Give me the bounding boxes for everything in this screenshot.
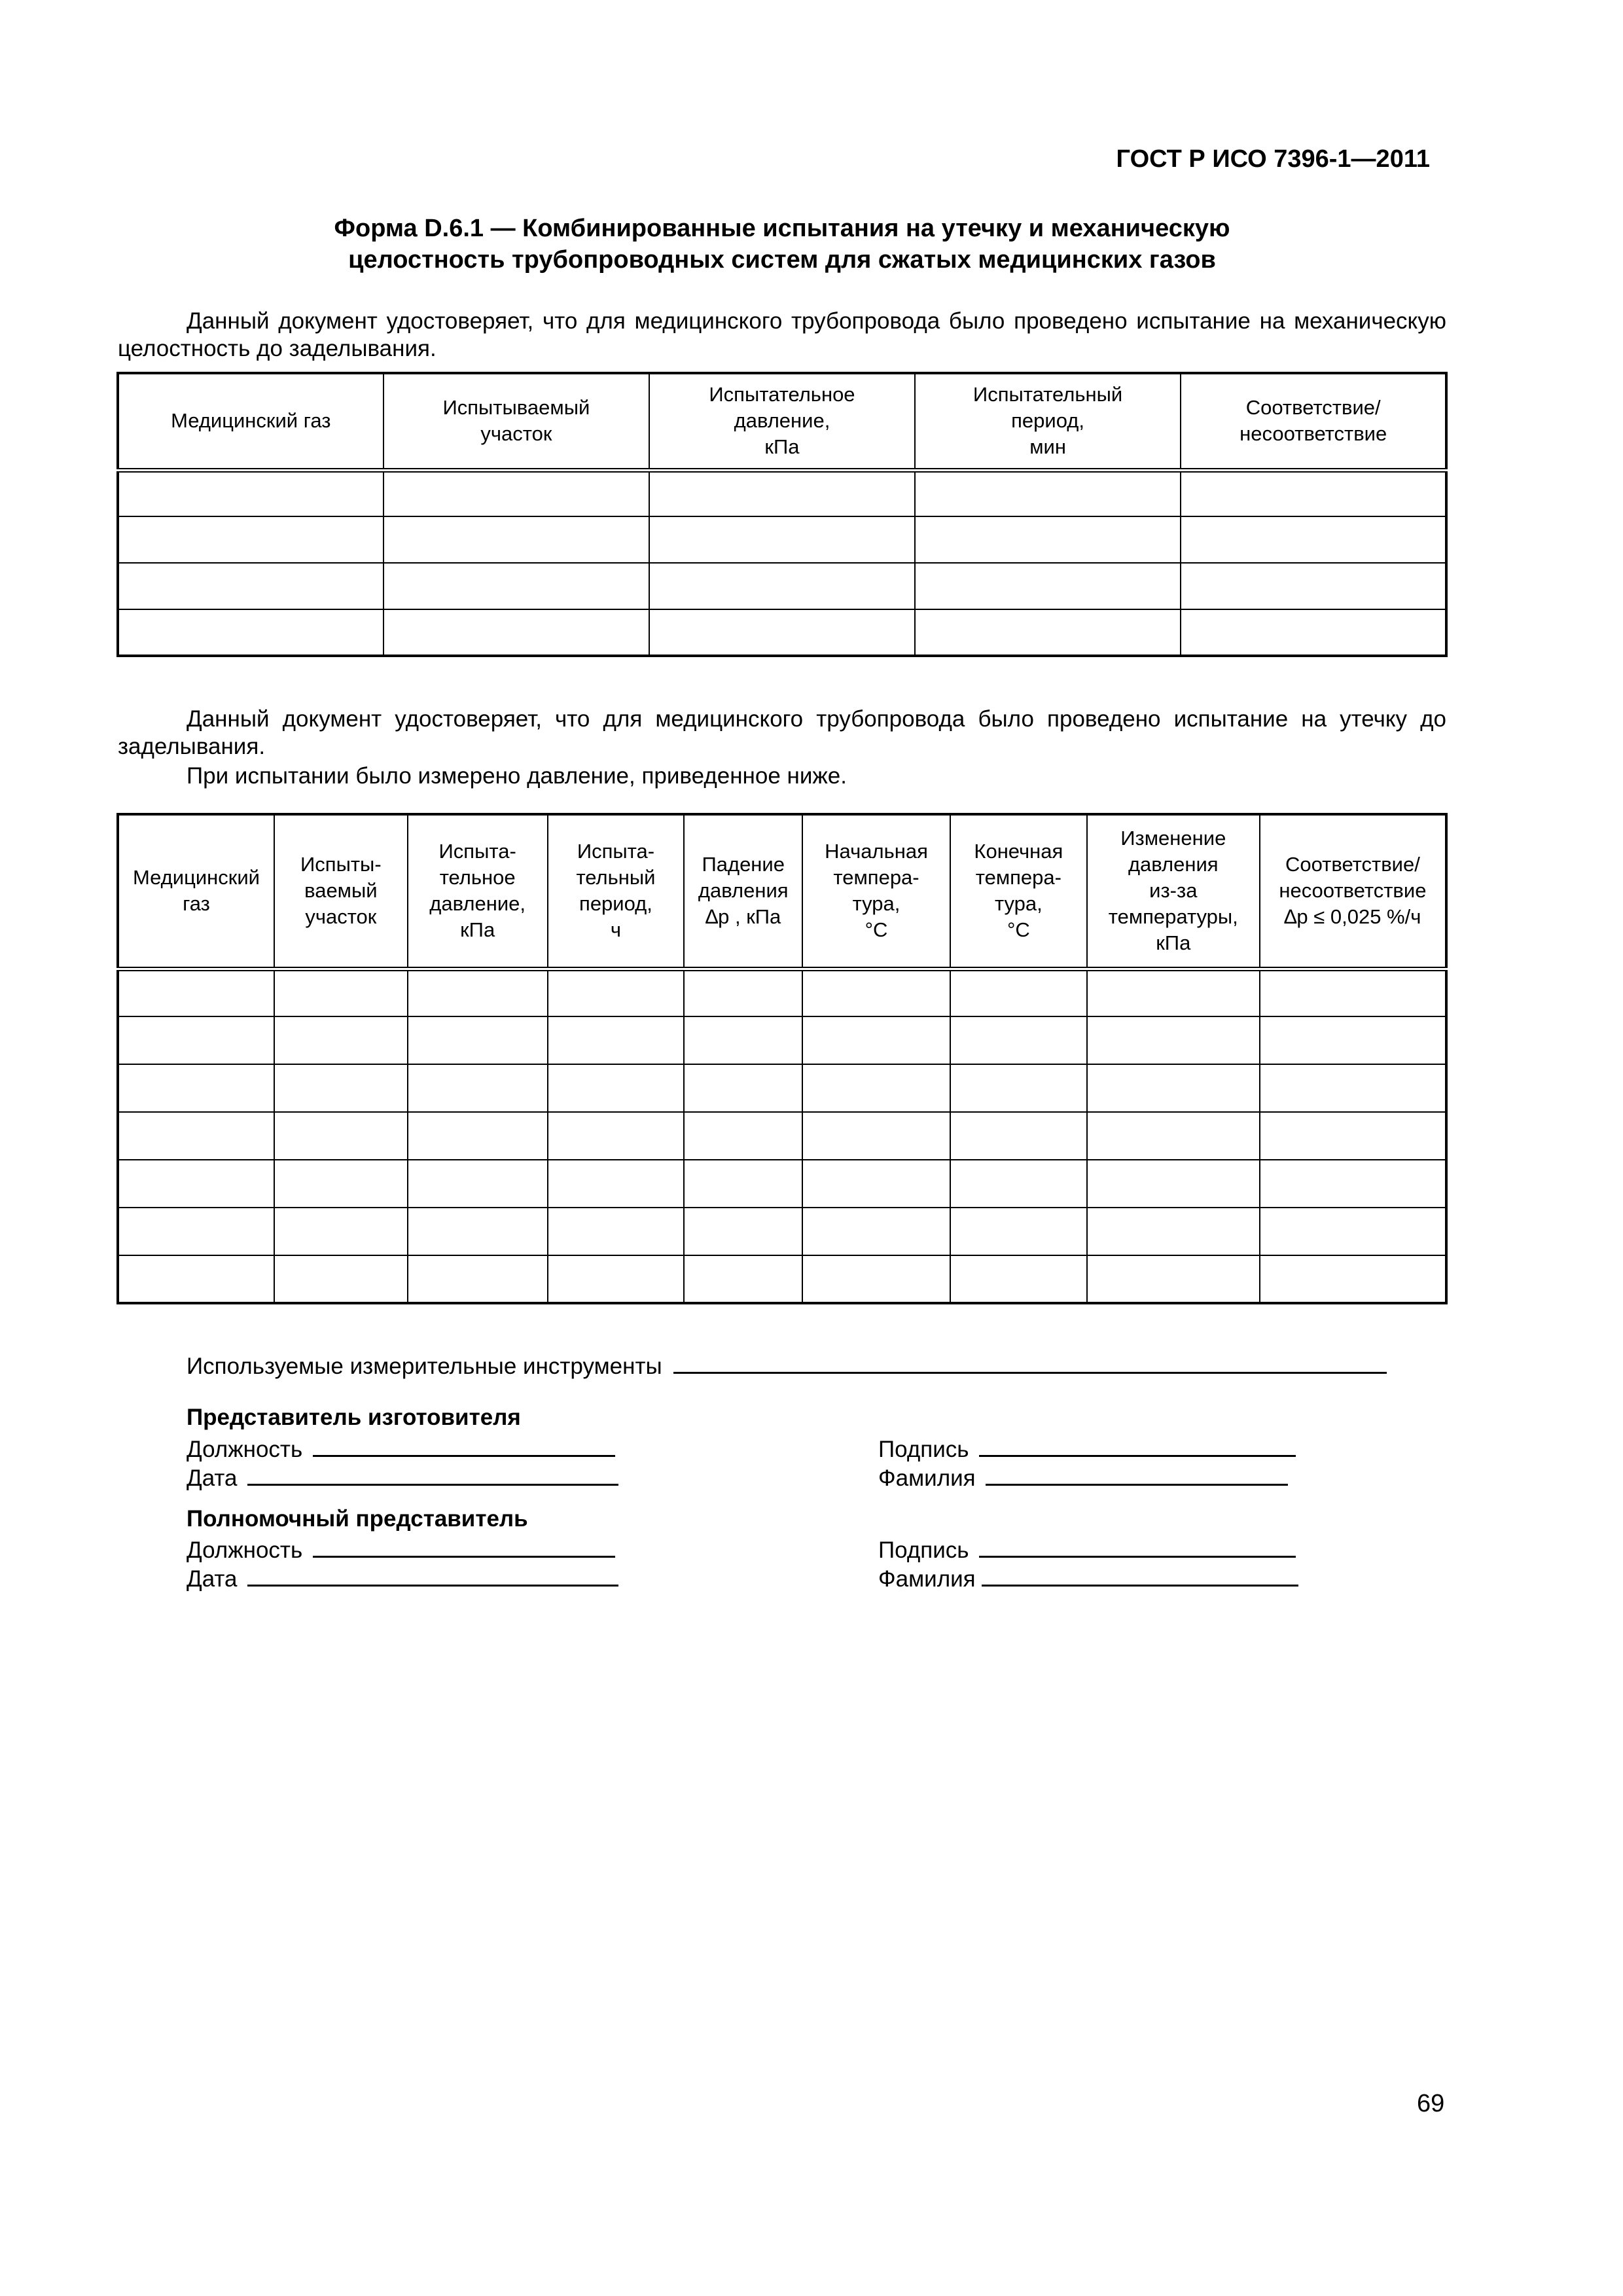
t1-h2: Испытательное давление, кПа [709,383,855,459]
table-cell[interactable] [118,1160,274,1208]
table-cell[interactable] [950,1064,1087,1112]
table-cell[interactable] [649,563,915,609]
table-cell[interactable] [1181,609,1446,656]
table-cell[interactable] [950,1208,1087,1255]
section2-intro-text: Данный документ удостоверяет, что для медицинского трубопровода было проведено испытание на утечку до заделывания. [118,706,1446,759]
table-row [118,1064,1446,1112]
table-cell[interactable] [915,470,1181,516]
table-cell[interactable] [548,1016,685,1064]
authorized-signature-label: Подпись [878,1537,969,1563]
table-cell[interactable] [802,1208,950,1255]
table-cell[interactable] [802,1064,950,1112]
table-cell[interactable] [408,1016,548,1064]
manufacturer-position-field[interactable] [313,1433,615,1457]
t2-h6: Конечная темпера- тура, °C [974,840,1063,942]
table-cell[interactable] [548,1208,685,1255]
t2-h8: Соответствие/ несоответствие ∆p ≤ 0,025 %/ч [1279,853,1427,929]
table-cell[interactable] [1087,969,1260,1016]
instruments-line [187,1350,1387,1380]
manufacturer-surname-field[interactable] [986,1462,1288,1486]
table-cell[interactable] [118,1064,274,1112]
table-row [118,470,1446,516]
table2-header-cell [548,814,685,969]
table-cell[interactable] [1181,516,1446,563]
table-cell[interactable] [950,1112,1087,1160]
form-title-line-1: Форма D.6.1 — Комбинированные испытания на утечку и механическую [334,215,1230,242]
table-row [118,1160,1446,1208]
authorized-position-line [187,1534,615,1564]
manufacturer-position-label: Должность [187,1437,303,1462]
manufacturer-surname-label: Фамилия [878,1465,976,1491]
table-cell[interactable] [684,1112,802,1160]
table-cell[interactable] [684,1255,802,1303]
table-row [118,969,1446,1016]
table-cell[interactable] [915,609,1181,656]
table-cell[interactable] [802,1160,950,1208]
mechanical-integrity-table [116,372,1448,657]
table-cell[interactable] [684,969,802,1016]
table1-header-cell [915,373,1181,470]
table-cell[interactable] [274,1064,408,1112]
manufacturer-heading: Представитель изготовителя [187,1405,521,1430]
t1-h3: Испытательный период, мин [972,383,1123,459]
table-cell[interactable] [684,1208,802,1255]
section2-intro-2 [118,762,1446,790]
table2-header-cell [408,814,548,969]
table-cell[interactable] [1260,1255,1446,1303]
authorized-position-field[interactable] [313,1534,615,1558]
table-row [118,1208,1446,1255]
table1-header-cell [383,373,650,470]
table-cell[interactable] [118,1016,274,1064]
table-cell[interactable] [950,1255,1087,1303]
table-cell[interactable] [1181,470,1446,516]
table-cell[interactable] [408,1160,548,1208]
table-cell[interactable] [915,516,1181,563]
manufacturer-position-line [187,1433,615,1463]
table-cell[interactable] [1260,1208,1446,1255]
table-cell[interactable] [1087,1016,1260,1064]
section2-intro2-text: При испытании было измерено давление, приведенное ниже. [187,763,847,789]
table-cell[interactable] [408,1112,548,1160]
authorized-signature-line [878,1534,1296,1564]
t2-h7: Изменение давления из-за температуры, кПа [1108,827,1238,955]
manufacturer-signature-label: Подпись [878,1437,969,1462]
table-cell[interactable] [684,1160,802,1208]
table-cell[interactable] [1087,1064,1260,1112]
table-cell[interactable] [274,1160,408,1208]
authorized-date-field[interactable] [247,1562,618,1587]
table2-header-cell [684,814,802,969]
table-cell[interactable] [118,969,274,1016]
form-title-line-2: целостность трубопроводных систем для сжатых медицинских газов [348,246,1216,274]
table-cell[interactable] [383,609,650,656]
table-cell[interactable] [274,969,408,1016]
table-cell[interactable] [274,1112,408,1160]
t2-h5: Начальная темпера- тура, °C [825,840,928,942]
instruments-label: Используемые измерительные инструменты [187,1354,662,1379]
table-cell[interactable] [950,969,1087,1016]
t2-h2: Испыта- тельное давление, кПа [429,840,526,942]
table2-header-cell [1087,814,1260,969]
table2-header-row [118,814,1446,969]
table-cell[interactable] [1087,1208,1260,1255]
table-cell[interactable] [118,470,383,516]
table-cell[interactable] [684,1016,802,1064]
t2-h1: Испыты- ваемый участок [300,853,382,929]
table2-header-cell [274,814,408,969]
table-cell[interactable] [274,1208,408,1255]
table-cell[interactable] [118,1208,274,1255]
table-cell[interactable] [802,969,950,1016]
authorized-date-line [187,1562,618,1593]
table-cell[interactable] [548,1064,685,1112]
table2-header-cell [1260,814,1446,969]
section1-intro [118,308,1446,363]
table-cell[interactable] [383,470,650,516]
table-cell[interactable] [274,1255,408,1303]
table-cell[interactable] [802,1255,950,1303]
table-cell[interactable] [118,609,383,656]
table-cell[interactable] [1087,1160,1260,1208]
table-cell[interactable] [548,969,685,1016]
page-number: 69 [1417,2090,1445,2117]
table-cell[interactable] [118,516,383,563]
table-cell[interactable] [915,563,1181,609]
manufacturer-signature-line [878,1433,1296,1463]
authorized-signature-field[interactable] [979,1534,1296,1558]
table2-header-cell [950,814,1087,969]
table-cell[interactable] [1260,1160,1446,1208]
form-title [118,213,1446,276]
table-cell[interactable] [548,1255,685,1303]
manufacturer-date-line [187,1462,618,1492]
table-row [118,563,1446,609]
table-cell[interactable] [548,1112,685,1160]
authorized-surname-label: Фамилия [878,1566,976,1592]
table-cell[interactable] [383,516,650,563]
table-cell[interactable] [118,1255,274,1303]
table-cell[interactable] [408,1255,548,1303]
table-cell[interactable] [1181,563,1446,609]
table1-header-cell [1181,373,1446,470]
table-cell[interactable] [802,1016,950,1064]
table-cell[interactable] [950,1016,1087,1064]
leakage-test-table [116,813,1448,1304]
table1-header-cell [118,373,383,470]
table-cell[interactable] [649,470,915,516]
manufacturer-signature-field[interactable] [979,1433,1296,1457]
table-row [118,609,1446,656]
table-cell[interactable] [118,563,383,609]
t2-h3: Испыта- тельный период, ч [576,840,656,942]
manufacturer-surname-line [878,1462,1288,1492]
table1-header-row [118,373,1446,470]
authorized-surname-field[interactable] [982,1562,1298,1587]
section1-intro-text: Данный документ удостоверяет, что для медицинского трубопровода было проведено испытание на механическую целостность до заделывания. [118,308,1446,361]
t1-h4: Соответствие/ несоответствие [1240,396,1387,446]
table-row [118,1016,1446,1064]
authorized-date-label: Дата [187,1566,238,1592]
t1-h1: Испытываемый участок [442,396,590,446]
table-cell[interactable] [274,1016,408,1064]
table-cell[interactable] [649,516,915,563]
table-row [118,516,1446,563]
standard-number: ГОСТ Р ИСО 7396-1—2011 [1116,145,1430,173]
instruments-field[interactable] [673,1350,1387,1374]
table-cell[interactable] [802,1112,950,1160]
table-row [118,1255,1446,1303]
table-cell[interactable] [1087,1112,1260,1160]
table-cell[interactable] [1087,1255,1260,1303]
table-cell[interactable] [684,1064,802,1112]
table-cell[interactable] [408,1208,548,1255]
table-cell[interactable] [1260,1112,1446,1160]
t1-h0: Медицинский газ [171,409,331,433]
table-cell[interactable] [408,1064,548,1112]
table-cell[interactable] [383,563,650,609]
table-cell[interactable] [118,1112,274,1160]
table-cell[interactable] [548,1160,685,1208]
manufacturer-date-field[interactable] [247,1462,618,1486]
table1-header-cell [649,373,915,470]
table-cell[interactable] [1260,1016,1446,1064]
table-cell[interactable] [950,1160,1087,1208]
table-row [118,1112,1446,1160]
table2-header-cell [802,814,950,969]
authorized-surname-line [878,1562,1298,1593]
authorized-position-label: Должность [187,1537,303,1563]
t2-h0: Медицинский газ [132,866,260,916]
table-cell[interactable] [408,969,548,1016]
table-cell[interactable] [649,609,915,656]
table-cell[interactable] [1260,969,1446,1016]
manufacturer-date-label: Дата [187,1465,238,1491]
authorized-heading: Полномочный представитель [187,1506,528,1532]
table2-header-cell [118,814,274,969]
section2-intro [118,706,1446,761]
table-cell[interactable] [1260,1064,1446,1112]
t2-h4: Падение давления ∆p , кПа [698,853,789,929]
